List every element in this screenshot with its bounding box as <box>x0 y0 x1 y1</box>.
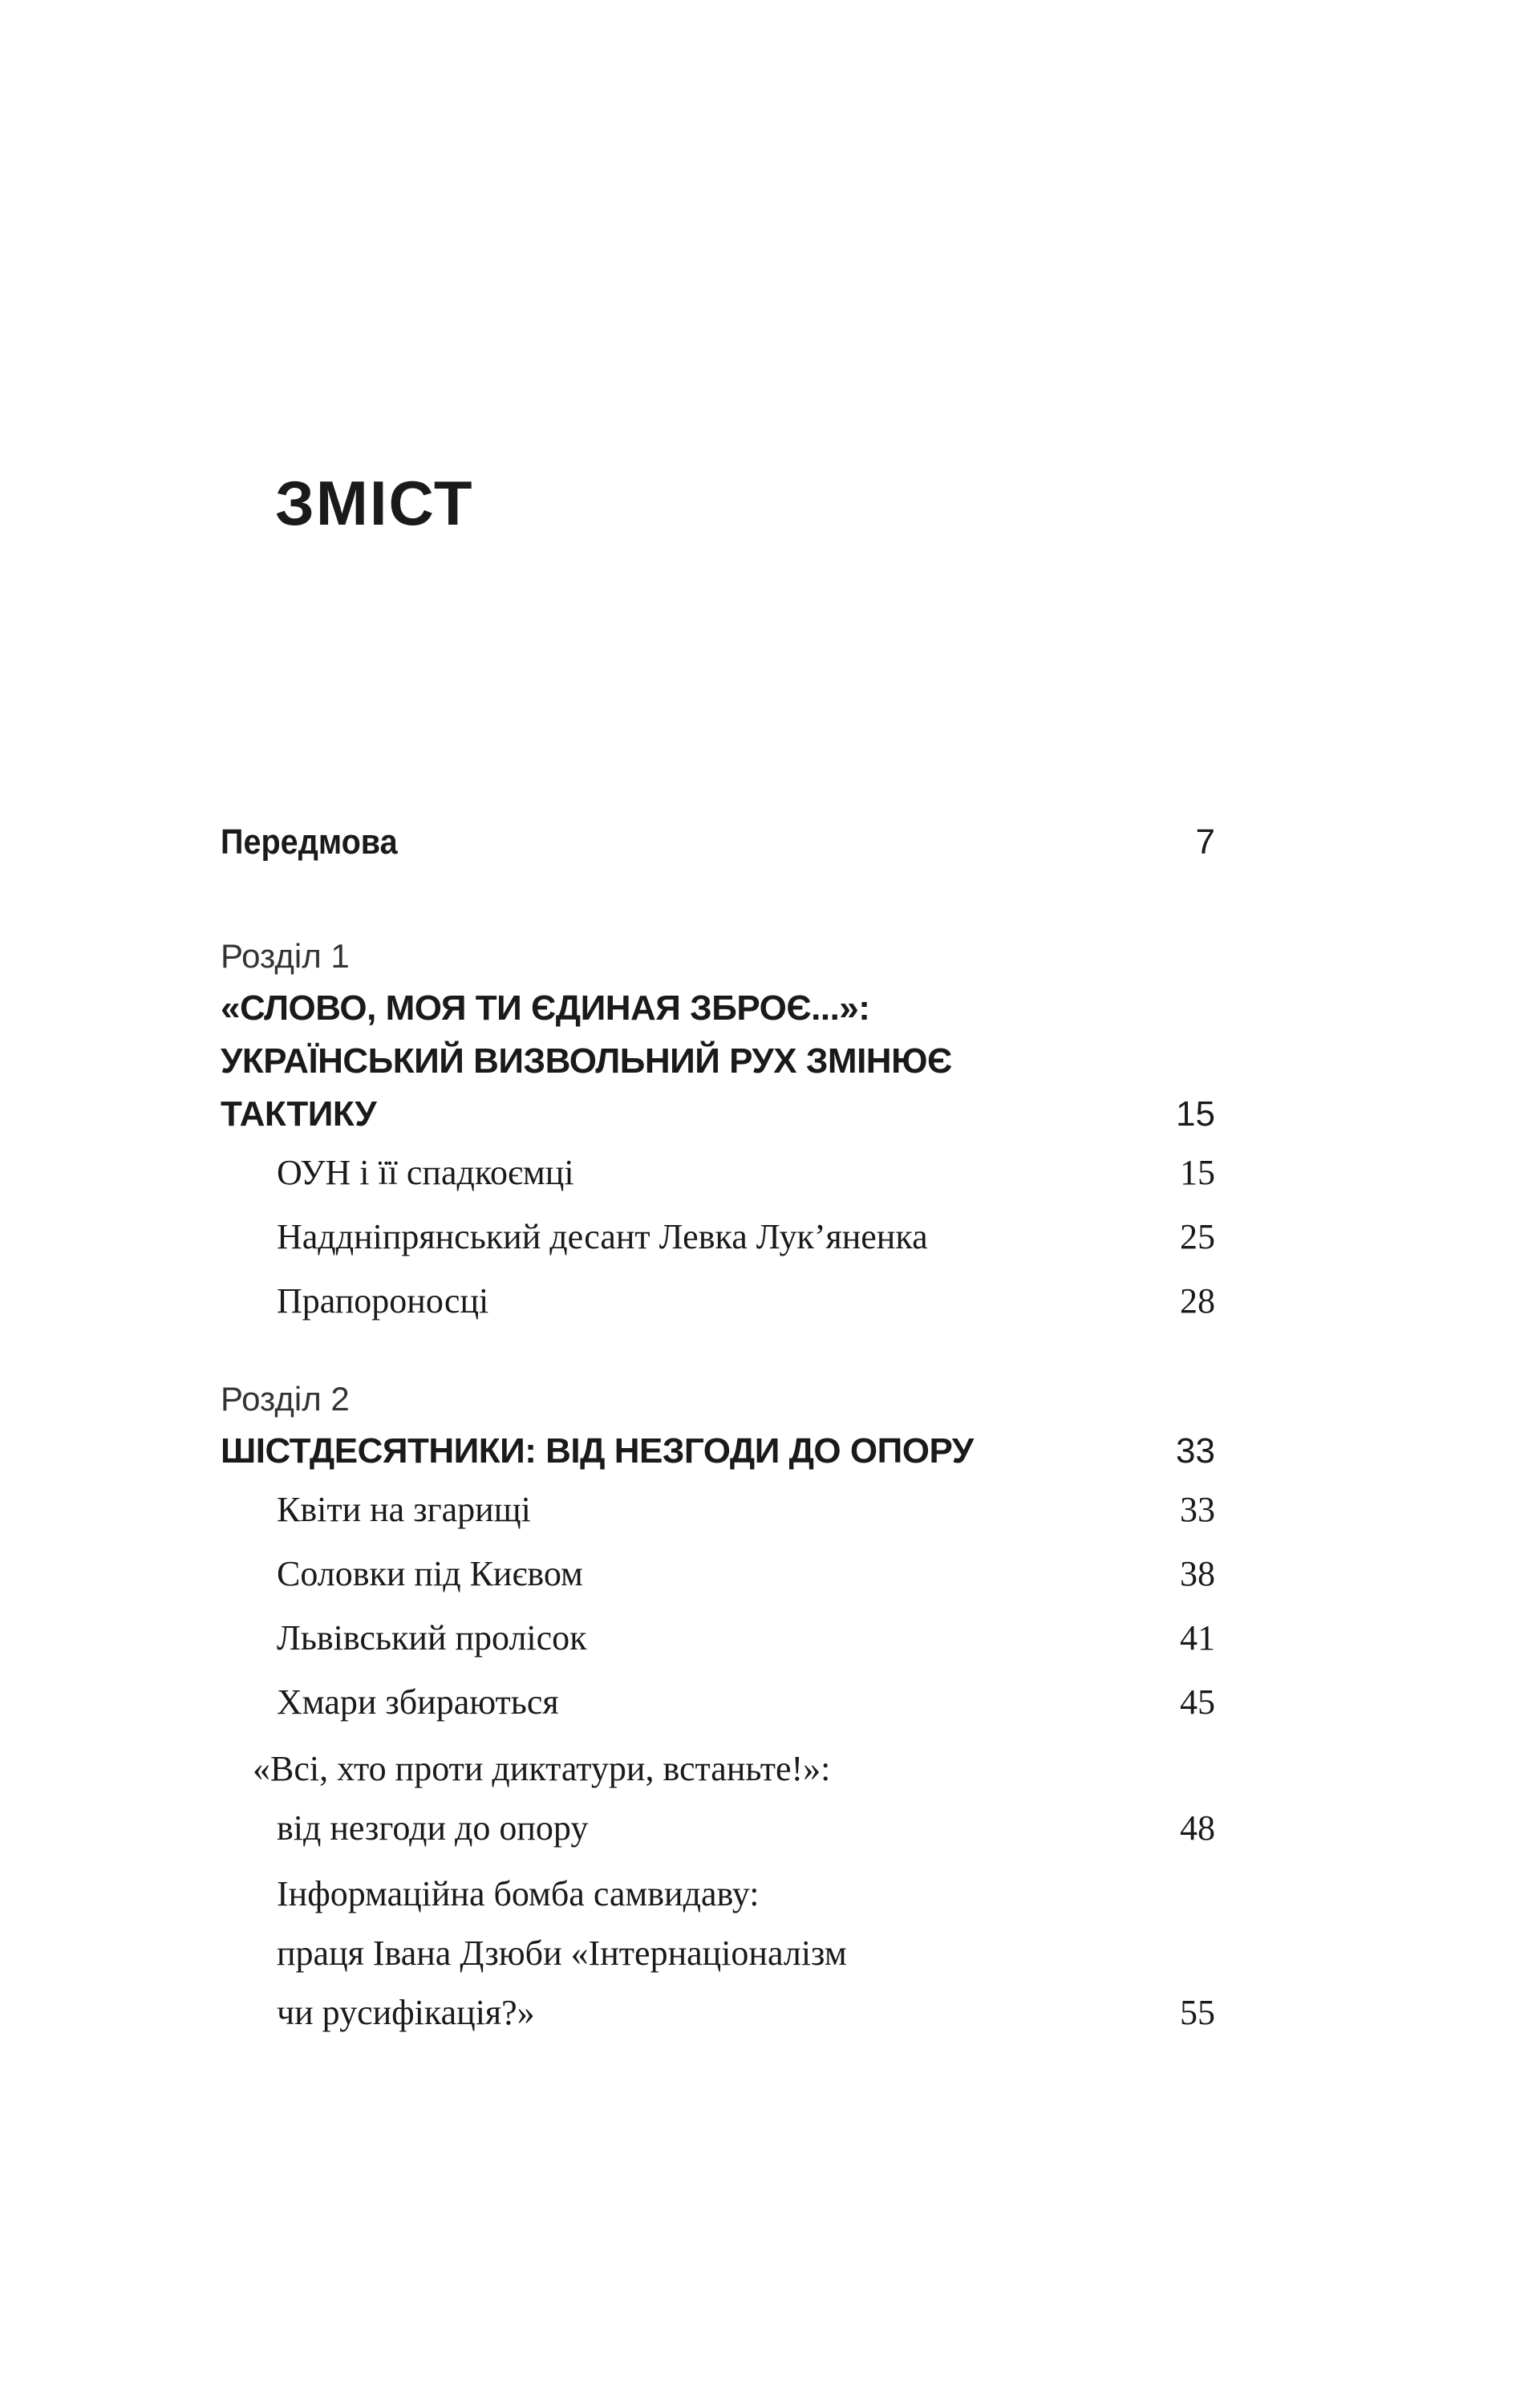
toc-page-number: 45 <box>1180 1682 1215 1722</box>
toc-entry-title: Передмова <box>221 822 398 862</box>
chapter-title-line: ШІСТДЕСЯТНИКИ: ВІД НЕЗГОДИ ДО ОПОРУ <box>221 1431 974 1471</box>
toc-entry-chapter-2-title[interactable] <box>221 1425 1215 1478</box>
toc-section-title-line: від незгоди до опору <box>277 1808 589 1848</box>
toc-page-number: 15 <box>1176 1094 1215 1134</box>
toc-page-number: 41 <box>1180 1618 1215 1658</box>
toc-section-title-line: праця Івана Дзюби «Інтернаціоналізм <box>277 1933 847 1973</box>
toc-page-number: 38 <box>1180 1554 1215 1593</box>
table-of-contents <box>221 810 1215 2043</box>
toc-section-entry[interactable] <box>221 1542 1215 1606</box>
chapter-label: Розділ 2 <box>221 1380 350 1418</box>
toc-section-title: Хмари збираються <box>277 1682 559 1722</box>
toc-section-entry[interactable] <box>221 1141 1215 1205</box>
toc-section-title: Соловки під Києвом <box>277 1554 583 1593</box>
toc-section-title-line: «Всі, хто проти диктатури, встаньте!»: <box>253 1749 831 1788</box>
chapter-title-line: ТАКТИКУ <box>221 1094 377 1134</box>
toc-section-entry[interactable] <box>221 1739 1215 1858</box>
toc-section-entry[interactable] <box>221 1269 1215 1333</box>
toc-section-entry[interactable] <box>221 1205 1215 1269</box>
toc-section-title: Львівський пролісок <box>277 1618 587 1658</box>
toc-page-number: 33 <box>1180 1490 1215 1529</box>
toc-section-title: ОУН і її спадкоємці <box>277 1153 574 1192</box>
toc-page-number: 7 <box>1195 822 1215 862</box>
toc-chapter-2 <box>221 1373 1215 2043</box>
toc-section-title: Квіти на згарищі <box>277 1490 531 1529</box>
toc-section-title: Наддніпрянський десант Левка Лук’яненка <box>277 1217 928 1256</box>
toc-page-number: 55 <box>1180 1993 1215 2032</box>
chapter-title-line: «СЛОВО, МОЯ ТИ ЄДИНАЯ ЗБРОЄ...»: <box>221 988 870 1028</box>
toc-entry-chapter-1-title[interactable] <box>221 982 1215 1141</box>
toc-section-entry[interactable] <box>221 1670 1215 1735</box>
toc-section-title: Прапороносці <box>277 1281 489 1321</box>
toc-section-entry[interactable] <box>221 1606 1215 1670</box>
chapter-title-line: УКРАЇНСЬКИЙ ВИЗВОЛЬНИЙ РУХ ЗМІНЮЄ <box>221 1041 952 1081</box>
toc-chapter-1 <box>221 931 1215 1333</box>
toc-section-title-line: чи русифікація?» <box>277 1993 535 2032</box>
toc-page-number: 48 <box>1180 1808 1215 1848</box>
toc-page-number: 33 <box>1176 1431 1215 1471</box>
toc-section-entry[interactable] <box>221 1864 1215 2043</box>
toc-section-entry[interactable] <box>221 1478 1215 1542</box>
toc-page-number: 28 <box>1180 1281 1215 1321</box>
toc-section-title-line: Інформаційна бомба самвидаву: <box>277 1874 760 1913</box>
chapter-label: Розділ 1 <box>221 937 350 975</box>
page-title: ЗМІСТ <box>275 468 474 538</box>
toc-page-number: 25 <box>1180 1217 1215 1256</box>
toc-entry-preface[interactable] <box>221 810 1215 874</box>
toc-page-number: 15 <box>1180 1153 1215 1192</box>
